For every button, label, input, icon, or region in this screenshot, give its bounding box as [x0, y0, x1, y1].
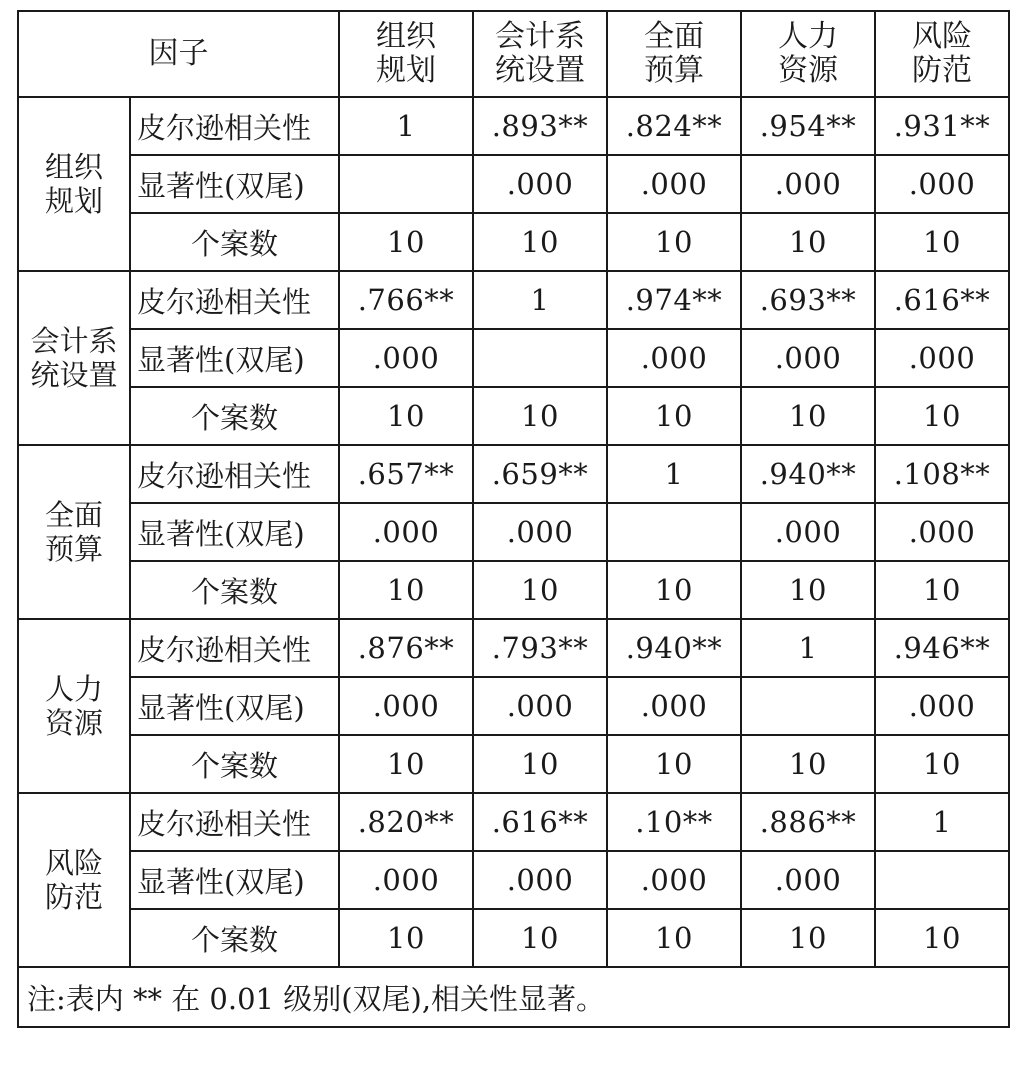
cell-n: 10 [607, 561, 741, 619]
group-label-line2: 防范 [44, 880, 103, 914]
table-row [18, 387, 1009, 445]
header-col-3 [607, 11, 741, 97]
cell-pearson: 1 [339, 97, 473, 155]
cell-n: 10 [339, 909, 473, 967]
row-label-pearson: 皮尔逊相关性 [130, 619, 339, 677]
cell-n: 10 [473, 213, 607, 271]
cell-n: 10 [741, 735, 875, 793]
table-row [18, 271, 1009, 329]
group-label-line2: 预算 [44, 532, 103, 566]
header-col-2 [473, 11, 607, 97]
cell-pearson: .940** [741, 445, 875, 503]
header-col-4-line2: 资源 [778, 53, 838, 88]
cell-sig: .000 [741, 155, 875, 213]
cell-n: 10 [339, 387, 473, 445]
header-col-3-line2: 预算 [644, 53, 704, 88]
cell-n: 10 [741, 213, 875, 271]
header-col-4 [741, 11, 875, 97]
table-row [18, 851, 1009, 909]
header-col-5-line1: 风险 [912, 19, 972, 54]
cell-pearson: .766** [339, 271, 473, 329]
cell-pearson: .876** [339, 619, 473, 677]
table-row [18, 213, 1009, 271]
header-col-3-line1: 全面 [644, 19, 704, 54]
header-col-2-line1: 会计系 [495, 19, 585, 54]
cell-sig: .000 [607, 329, 741, 387]
note-row [18, 967, 1009, 1027]
header-col-1-line1: 组织 [376, 19, 436, 54]
cell-sig [741, 677, 875, 735]
row-label-sig: 显著性(双尾) [130, 677, 339, 735]
table-row [18, 445, 1009, 503]
row-label-n: 个案数 [130, 909, 339, 967]
table-row [18, 503, 1009, 561]
cell-pearson: 1 [741, 619, 875, 677]
header-col-5-line2: 防范 [912, 53, 972, 88]
cell-sig [339, 155, 473, 213]
row-label-n: 个案数 [130, 735, 339, 793]
cell-sig: .000 [607, 851, 741, 909]
cell-n: 10 [339, 561, 473, 619]
cell-pearson: .954** [741, 97, 875, 155]
cell-pearson: .657** [339, 445, 473, 503]
group-label-line2: 资源 [44, 706, 103, 740]
cell-n: 10 [473, 909, 607, 967]
row-label-n: 个案数 [130, 213, 339, 271]
header-col-5 [875, 11, 1009, 97]
cell-pearson: .10** [607, 793, 741, 851]
table-row [18, 793, 1009, 851]
header-col-2-line2: 统设置 [495, 53, 585, 88]
header-col-1-line2: 规划 [376, 53, 436, 88]
group-label [18, 619, 130, 793]
cell-n: 10 [607, 735, 741, 793]
cell-n: 10 [741, 909, 875, 967]
cell-pearson: .108** [875, 445, 1009, 503]
cell-n: 10 [875, 909, 1009, 967]
row-label-sig: 显著性(双尾) [130, 503, 339, 561]
cell-pearson: .820** [339, 793, 473, 851]
cell-pearson: .931** [875, 97, 1009, 155]
table-row [18, 735, 1009, 793]
cell-sig: .000 [473, 155, 607, 213]
group-label-line1: 人力 [44, 672, 103, 706]
cell-pearson: .940** [607, 619, 741, 677]
cell-sig: .000 [473, 677, 607, 735]
group-label-line1: 会计系 [30, 324, 118, 358]
correlation-table [17, 10, 1010, 1028]
group-label [18, 445, 130, 619]
row-label-n: 个案数 [130, 561, 339, 619]
cell-n: 10 [875, 387, 1009, 445]
cell-n: 10 [339, 213, 473, 271]
group-label-line1: 风险 [44, 846, 103, 880]
cell-pearson: .886** [741, 793, 875, 851]
cell-n: 10 [875, 561, 1009, 619]
table-note: 注:表内 ** 在 0.01 级别(双尾),相关性显著。 [18, 967, 1009, 1027]
header-col-1 [339, 11, 473, 97]
cell-n: 10 [607, 387, 741, 445]
row-label-pearson: 皮尔逊相关性 [130, 271, 339, 329]
cell-sig: .000 [875, 329, 1009, 387]
cell-pearson: .793** [473, 619, 607, 677]
group-label-line2: 统设置 [30, 358, 118, 392]
cell-pearson: .693** [741, 271, 875, 329]
cell-n: 10 [473, 387, 607, 445]
cell-sig: .000 [339, 677, 473, 735]
cell-sig [875, 851, 1009, 909]
group-label [18, 271, 130, 445]
cell-pearson: .659** [473, 445, 607, 503]
cell-sig: .000 [607, 677, 741, 735]
header-row [18, 11, 1009, 97]
cell-sig: .000 [875, 155, 1009, 213]
cell-n: 10 [741, 561, 875, 619]
group-label-line2: 规划 [44, 184, 103, 218]
cell-n: 10 [607, 213, 741, 271]
table-row [18, 619, 1009, 677]
cell-sig: .000 [741, 851, 875, 909]
cell-sig: .000 [339, 503, 473, 561]
row-label-n: 个案数 [130, 387, 339, 445]
cell-pearson: 1 [473, 271, 607, 329]
group-label-line1: 全面 [44, 498, 103, 532]
cell-n: 10 [741, 387, 875, 445]
cell-sig: .000 [339, 851, 473, 909]
group-label [18, 793, 130, 967]
cell-sig: .000 [741, 503, 875, 561]
table-row [18, 561, 1009, 619]
cell-pearson: 1 [875, 793, 1009, 851]
cell-pearson: 1 [607, 445, 741, 503]
table-row [18, 155, 1009, 213]
group-label [18, 97, 130, 271]
row-label-sig: 显著性(双尾) [130, 329, 339, 387]
cell-sig [607, 503, 741, 561]
cell-pearson: .974** [607, 271, 741, 329]
table-row [18, 909, 1009, 967]
correlation-table-container [17, 10, 1010, 1028]
cell-n: 10 [607, 909, 741, 967]
header-col-4-line1: 人力 [778, 19, 838, 54]
row-label-pearson: 皮尔逊相关性 [130, 445, 339, 503]
cell-n: 10 [473, 735, 607, 793]
row-label-sig: 显著性(双尾) [130, 851, 339, 909]
group-label-line1: 组织 [44, 150, 103, 184]
table-row [18, 677, 1009, 735]
row-label-sig: 显著性(双尾) [130, 155, 339, 213]
cell-pearson: .893** [473, 97, 607, 155]
cell-sig: .000 [473, 503, 607, 561]
cell-n: 10 [875, 213, 1009, 271]
cell-sig: .000 [875, 503, 1009, 561]
cell-sig: .000 [339, 329, 473, 387]
cell-sig: .000 [875, 677, 1009, 735]
cell-sig: .000 [607, 155, 741, 213]
cell-sig [473, 329, 607, 387]
row-label-pearson: 皮尔逊相关性 [130, 97, 339, 155]
cell-n: 10 [875, 735, 1009, 793]
cell-sig: .000 [741, 329, 875, 387]
row-label-pearson: 皮尔逊相关性 [130, 793, 339, 851]
cell-pearson: .824** [607, 97, 741, 155]
cell-pearson: .946** [875, 619, 1009, 677]
cell-n: 10 [339, 735, 473, 793]
cell-pearson: .616** [473, 793, 607, 851]
cell-pearson: .616** [875, 271, 1009, 329]
cell-n: 10 [473, 561, 607, 619]
header-corner-label: 因子 [18, 11, 339, 97]
table-row [18, 329, 1009, 387]
cell-sig: .000 [473, 851, 607, 909]
table-row [18, 97, 1009, 155]
